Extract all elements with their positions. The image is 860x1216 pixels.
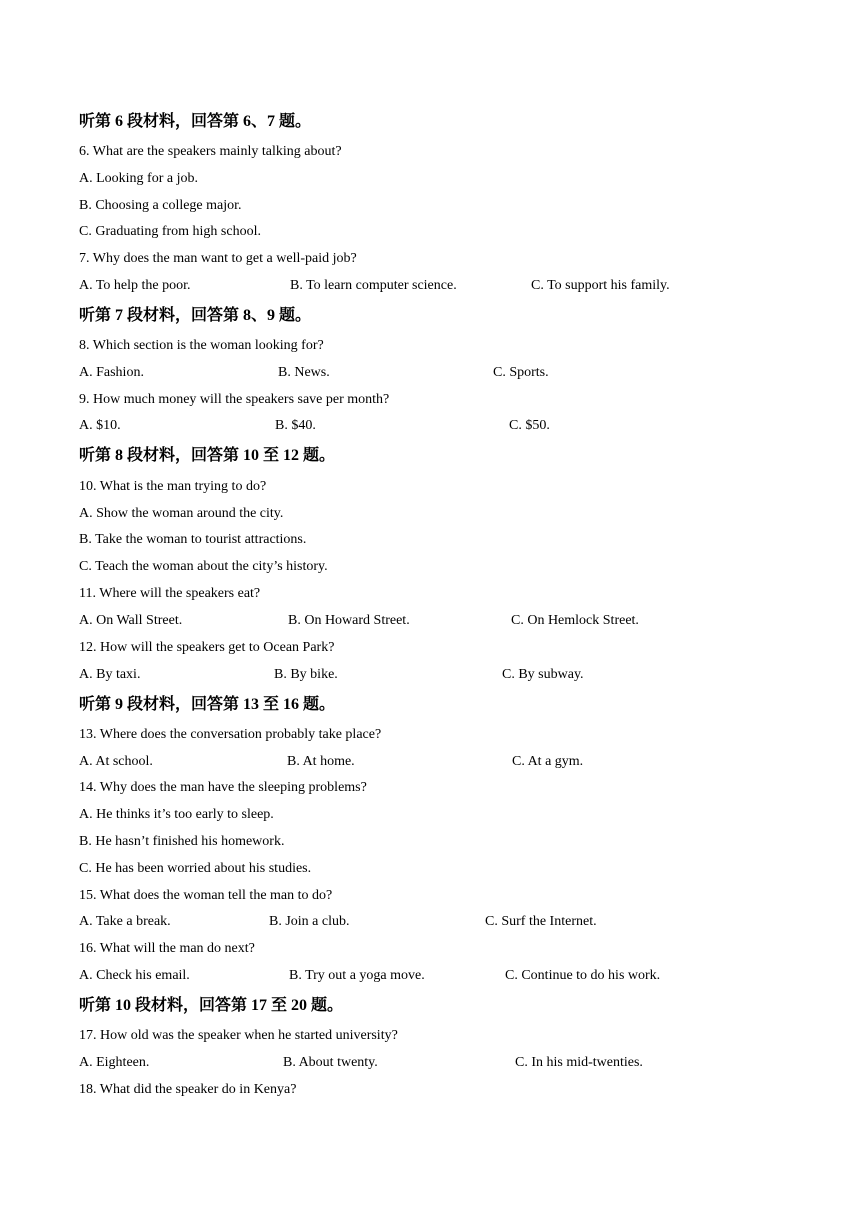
option-a: A. Looking for a job. (79, 171, 198, 186)
option-c: C. At a gym. (512, 754, 584, 769)
option-a: A. Eighteen. (79, 1055, 150, 1070)
option-b: B. On Howard Street. (288, 613, 410, 628)
option-c: C. Sports. (493, 365, 549, 380)
option-a: A. At school. (79, 754, 153, 769)
question-text: 7. Why does the man want to get a well-paid job? (79, 251, 357, 266)
question-text: 14. Why does the man have the sleeping problems? (79, 780, 367, 795)
option-a: A. Take a break. (79, 914, 171, 929)
section-header: 听第 10 段材料，回答第 17 至 20 题。 (79, 997, 344, 1014)
option-c: C. $50. (509, 418, 550, 433)
question-text: 13. Where does the conversation probably take place? (79, 727, 382, 742)
section-header: 听第 8 段材料，回答第 10 至 12 题。 (79, 447, 336, 464)
question-text: 6. What are the speakers mainly talking about? (79, 144, 342, 159)
question-text: 10. What is the man trying to do? (79, 479, 267, 494)
option-b: B. $40. (275, 418, 316, 433)
option-a: A. $10. (79, 418, 121, 433)
option-c: C. He has been worried about his studies. (79, 861, 312, 876)
option-c: C. To support his family. (531, 278, 670, 293)
option-a: A. To help the poor. (79, 278, 191, 293)
option-c: C. Graduating from high school. (79, 224, 261, 239)
question-text: 17. How old was the speaker when he started university? (79, 1028, 398, 1043)
section-header: 听第 9 段材料，回答第 13 至 16 题。 (79, 696, 336, 713)
option-c: C. Continue to do his work. (505, 968, 661, 983)
option-b: B. Choosing a college major. (79, 198, 242, 213)
option-c: C. In his mid-twenties. (515, 1055, 643, 1070)
option-c: C. Teach the woman about the city’s history. (79, 559, 328, 574)
option-b: B. He hasn’t finished his homework. (79, 834, 285, 849)
option-a: A. Show the woman around the city. (79, 506, 284, 521)
question-text: 9. How much money will the speakers save per month? (79, 392, 390, 407)
question-text: 18. What did the speaker do in Kenya? (79, 1082, 297, 1097)
option-c: C. Surf the Internet. (485, 914, 597, 929)
option-b: B. At home. (287, 754, 355, 769)
question-text: 8. Which section is the woman looking for? (79, 338, 324, 353)
option-b: B. Join a club. (269, 914, 350, 929)
option-a: A. By taxi. (79, 667, 141, 682)
question-text: 15. What does the woman tell the man to do? (79, 888, 333, 903)
question-text: 11. Where will the speakers eat? (79, 586, 261, 601)
option-a: A. He thinks it’s too early to sleep. (79, 807, 274, 822)
option-b: B. About twenty. (283, 1055, 378, 1070)
section-header: 听第 7 段材料，回答第 8、9 题。 (79, 307, 312, 324)
option-a: A. On Wall Street. (79, 613, 183, 628)
question-text: 16. What will the man do next? (79, 941, 255, 956)
option-b: B. To learn computer science. (290, 278, 457, 293)
option-b: B. Take the woman to tourist attractions. (79, 532, 307, 547)
option-c: C. By subway. (502, 667, 584, 682)
option-b: B. Try out a yoga move. (289, 968, 425, 983)
option-b: B. By bike. (274, 667, 338, 682)
option-c: C. On Hemlock Street. (511, 613, 639, 628)
question-text: 12. How will the speakers get to Ocean Park? (79, 640, 335, 655)
section-header: 听第 6 段材料，回答第 6、7 题。 (79, 113, 312, 130)
option-b: B. News. (278, 365, 330, 380)
option-a: A. Fashion. (79, 365, 144, 380)
option-a: A. Check his email. (79, 968, 190, 983)
